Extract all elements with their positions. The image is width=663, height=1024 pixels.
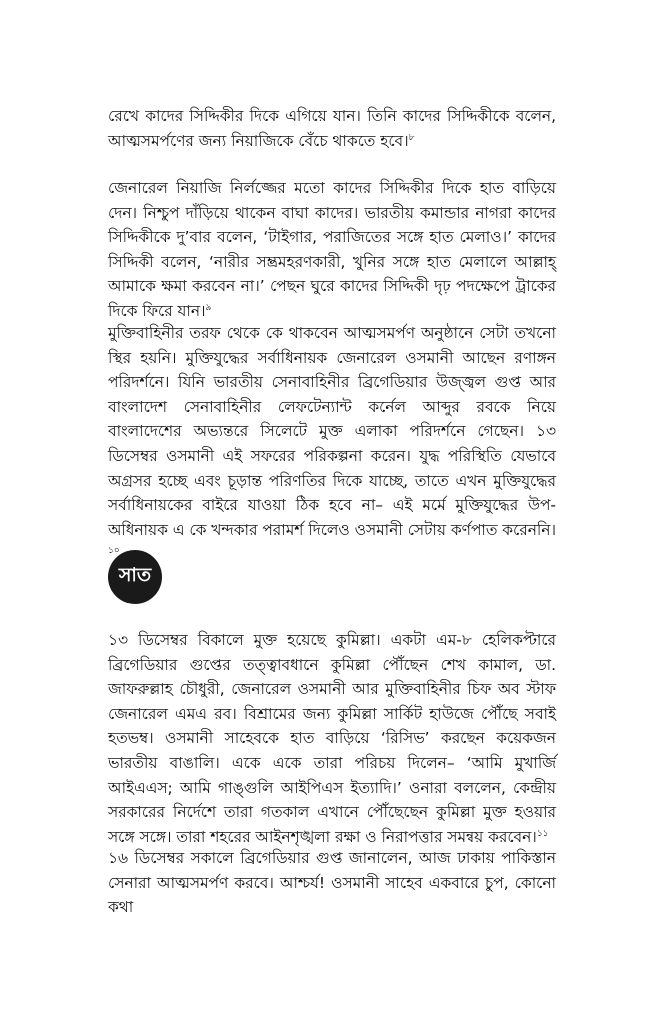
footnote-marker: ১১ [536,828,549,839]
paragraph-text: মুক্তিবাহিনীর তরফ থেকে কে থাকবেন আত্মসমর্পণ অনুষ্ঠানে সেটা তখনো স্থির হয়নি। মুক্তিযুদ্ধের সর্বাধিনায়ক জেনারেল ওসমানী আছেন রণাঙ্গন পরিদর্শনে। যিনি ভারতীয় সেনাবাহিনীর ব্রিগেডিয়ার উজ্জ্বল গুপ্ত আর বাংলাদেশ সেনাবাহিনীর লেফটেন্যান্ট কর্নেল আব্দুর রবকে নিয়ে বাংলাদেশের অভ্যন্তরে সিলেটে মুক্ত এলাকা পরিদর্শনে গেছেন। ১৩ ডিসেম্বর ওসমানী এই সফরের পরিকল্পনা করেন। যুদ্ধ পরিস্থিতি যেভাবে অগ্রসর হচ্ছে এবং চূড়ান্ত পরিণতির দিকে যাচ্ছে, তাতে এখন মুক্তিযুদ্ধের সর্বাধিনায়কের বাইরে যাওয়া ঠিক হবে না– এই মর্মে মুক্তিযুদ্ধের উপ-অধিনায়ক এ কে খন্দকার পরামর্শ দিলেও ওসমানী সেটায় কর্ণপাত করেননি। [108,324,556,539]
paragraph-1 [108,104,556,153]
paragraph-2 [108,176,556,324]
chapter-number-label: সাত [118,564,152,586]
paragraph-text: রেখে কাদের সিদ্দিকীর দিকে এগিয়ে যান। তিনি কাদের সিদ্দিকীকে বলেন, আত্মসমর্পণের জন্য নিয়াজিকে বেঁচে থাকতে হবে। [108,107,556,150]
paragraph-5 [108,846,556,920]
footnote-marker: ৮ [408,132,415,143]
footnote-marker: ১০ [108,546,120,557]
chapter-number-badge [108,550,162,604]
footnote-marker: ৯ [205,302,212,313]
paragraph-text: জেনারেল নিয়াজি নির্লজ্জের মতো কাদের সিদ্দিকীর দিকে হাত বাড়িয়ে দেন। নিশ্চুপ দাঁড়িয়ে থাকেন বাঘা কাদের। ভারতীয় কমান্ডার নাগরা কাদের সিদ্দিকীকে দু’বার বলেন, ‘টাইগার, পরাজিতের সঙ্গে হাত মেলাও।’ কাদের সিদ্দিকী বলেন, ‘নারীর সম্ভ্রমহরণকারী, খুনির সঙ্গে হাত মেলালে আল্লাহ্ আমাকে ক্ষমা করবেন না।’ পেছন ঘুরে কাদের সিদ্দিকী দৃঢ় পদক্ষেপে ট্রাকের দিকে ফিরে যান। [108,179,556,320]
paragraph-text: ১৬ ডিসেম্বর সকালে ব্রিগেডিয়ার গুপ্ত জানালেন, আজ ঢাকায় পাকিস্তান সেনারা আত্মসমর্পণ করবে। আশ্চর্য! ওসমানী সাহেব একবারে চুপ, কোনো কথা [108,849,556,917]
paragraph-text: ১৩ ডিসেম্বর বিকালে মুক্ত হয়েছে কুমিল্লা। একটা এম-৮ হেলিকপ্টারে ব্রিগেডিয়ার গুপ্তের তত্ত্বাবধানে কুমিল্লা পৌঁছেন শেখ কামাল, ডা. জাফরুল্লাহ চৌধুরী, জেনারেল ওসমানী আর মুক্তিবাহিনীর চিফ অব স্টাফ জেনারেল এমএ রব। বিশ্রামের জন্য কুমিল্লা সার্কিট হাউজে পৌঁছে সবাই হতভম্ব। ওসমানী সাহেবকে হাত বাড়িয়ে ‘রিসিভ’ করছেন কয়েকজন ভারতীয় বাঙালি। একে একে তারা পরিচয় দিলেন– ‘আমি মুখার্জি আইএএস; আমি গাঙ্গুলি আইপিএস ইত্যাদি।’ ওনারা বললেন, কেন্দ্রীয় সরকারের নির্দেশে তারা গতকাল এখানে পৌঁছেছেন কুমিল্লা মুক্ত হওয়ার সঙ্গে সঙ্গে। তারা শহরের আইনশৃঙ্খলা রক্ষা ও নিরাপত্তার সমন্বয় করবেন। [108,631,556,846]
paragraph-3 [108,321,556,567]
paragraph-4 [108,628,556,849]
